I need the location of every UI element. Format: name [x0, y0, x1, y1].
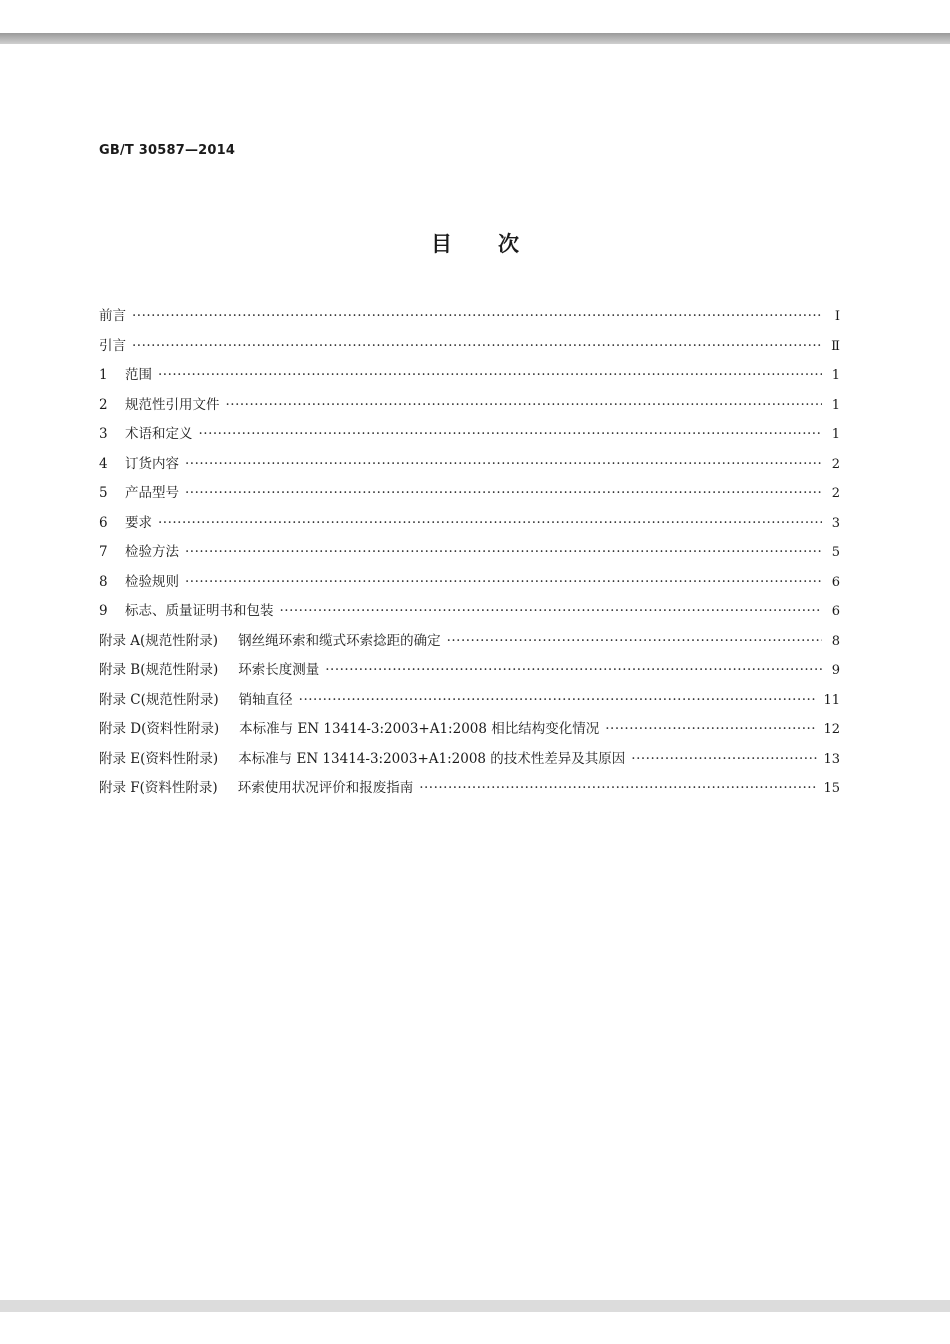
toc-entry-1[interactable] [99, 363, 840, 393]
toc-leader-dots [185, 574, 822, 590]
page-top-border [0, 33, 950, 44]
toc-entry-annex-a[interactable] [99, 629, 840, 659]
toc-entry-page: 9 [831, 663, 840, 678]
toc-entry-number: 6 [99, 514, 108, 531]
toc-entry-number: 3 [99, 426, 108, 442]
toc-entry-foreword[interactable] [99, 304, 840, 334]
toc-entry-label: 附录 C(规范性附录) [99, 691, 219, 708]
toc-leader-dots [185, 544, 822, 560]
toc-entry-page: 6 [831, 604, 840, 619]
toc-leader-dots [158, 367, 822, 383]
toc-entry-subtitle: 本标准与 EN 13414-3:2003+A1:2008 的技术性差异及其原因 [238, 750, 626, 767]
toc-entry-number: 5 [99, 485, 108, 501]
toc-entry-page: 13 [823, 751, 840, 767]
toc-title: 目次 [431, 232, 565, 256]
toc-entry-subtitle: 钢丝绳环索和缆式环索捻距的确定 [238, 632, 441, 649]
toc-entry-3[interactable] [99, 422, 840, 452]
toc-entry-number: 2 [99, 396, 108, 413]
toc-entry-subtitle: 销轴直径 [238, 691, 293, 708]
toc-entry-5[interactable] [99, 481, 840, 511]
toc-entry-subtitle: 环索长度测量 [238, 662, 320, 678]
toc-leader-dots [132, 308, 822, 324]
toc-entry-label: 规范性引用文件 [125, 396, 220, 413]
toc-entry-annex-e[interactable] [99, 747, 840, 777]
toc-entry-page: 1 [831, 397, 840, 413]
toc-leader-dots [226, 397, 823, 413]
toc-leader-dots [199, 426, 823, 442]
toc-entry-page: 6 [831, 574, 840, 590]
toc-entry-7[interactable] [99, 540, 840, 570]
toc-entry-annex-b[interactable] [99, 658, 840, 688]
toc-entry-label: 附录 F(资料性附录) [99, 780, 218, 796]
toc-entry-number: 9 [99, 603, 108, 619]
toc-entry-subtitle: 环索使用状况评价和报废指南 [237, 780, 414, 796]
toc-entry-page: 3 [831, 515, 840, 531]
toc-entry-label: 附录 B(规范性附录) [99, 662, 219, 678]
toc-entry-label: 术语和定义 [125, 426, 193, 442]
toc-list [99, 304, 840, 806]
toc-entry-9[interactable] [99, 599, 840, 629]
toc-leader-dots [299, 692, 818, 708]
toc-entry-page: 1 [831, 427, 840, 442]
standard-code: GB/T 30587—2014 [99, 143, 236, 158]
toc-entry-subtitle: 本标准与 EN 13414-3:2003+A1:2008 相比结构变化情况 [239, 721, 600, 737]
toc-entry-label: 前言 [99, 308, 126, 324]
page-bottom-border [0, 1300, 950, 1312]
toc-entry-annex-f[interactable] [99, 776, 840, 806]
toc-entry-page: 15 [823, 781, 840, 796]
toc-entry-6[interactable] [99, 511, 840, 541]
toc-entry-label: 标志、质量证明书和包装 [125, 603, 274, 619]
toc-leader-dots [631, 751, 817, 767]
toc-entry-page: Ⅰ [834, 309, 840, 324]
toc-entry-page: 8 [831, 633, 840, 649]
toc-entry-label: 附录 E(资料性附录) [99, 750, 219, 767]
toc-leader-dots [185, 485, 822, 501]
toc-entry-number: 8 [99, 573, 108, 590]
toc-leader-dots [419, 780, 817, 796]
toc-entry-label: 附录 D(资料性附录) [99, 721, 220, 737]
toc-entry-8[interactable] [99, 570, 840, 600]
toc-entry-annex-c[interactable] [99, 688, 840, 718]
toc-entry-number: 7 [99, 544, 108, 560]
toc-leader-dots [447, 633, 822, 649]
toc-entry-introduction[interactable] [99, 334, 840, 364]
toc-entry-label: 附录 A(规范性附录) [99, 632, 219, 649]
toc-entry-label: 检验方法 [125, 544, 179, 560]
toc-entry-page: 12 [823, 722, 840, 737]
toc-entry-page: 2 [831, 486, 840, 501]
toc-entry-page: Ⅱ [831, 338, 840, 354]
toc-entry-label: 产品型号 [125, 485, 179, 501]
toc-entry-label: 检验规则 [125, 573, 179, 590]
toc-entry-page: 2 [831, 456, 840, 472]
toc-entry-number: 1 [99, 367, 108, 383]
toc-entry-label: 要求 [125, 514, 152, 531]
toc-leader-dots [280, 603, 823, 619]
toc-entry-number: 4 [99, 455, 108, 472]
toc-leader-dots [158, 515, 822, 531]
toc-entry-page: 5 [831, 545, 840, 560]
toc-entry-label: 范围 [125, 367, 152, 383]
toc-entry-2[interactable] [99, 393, 840, 423]
toc-entry-page: 1 [831, 368, 840, 383]
toc-leader-dots [185, 456, 822, 472]
toc-leader-dots [325, 662, 822, 678]
toc-leader-dots [132, 338, 822, 354]
toc-entry-label: 订货内容 [125, 455, 179, 472]
toc-entry-4[interactable] [99, 452, 840, 482]
toc-entry-label: 引言 [99, 337, 126, 354]
toc-leader-dots [605, 721, 817, 737]
toc-entry-page: 11 [823, 692, 840, 708]
toc-entry-annex-d[interactable] [99, 717, 840, 747]
